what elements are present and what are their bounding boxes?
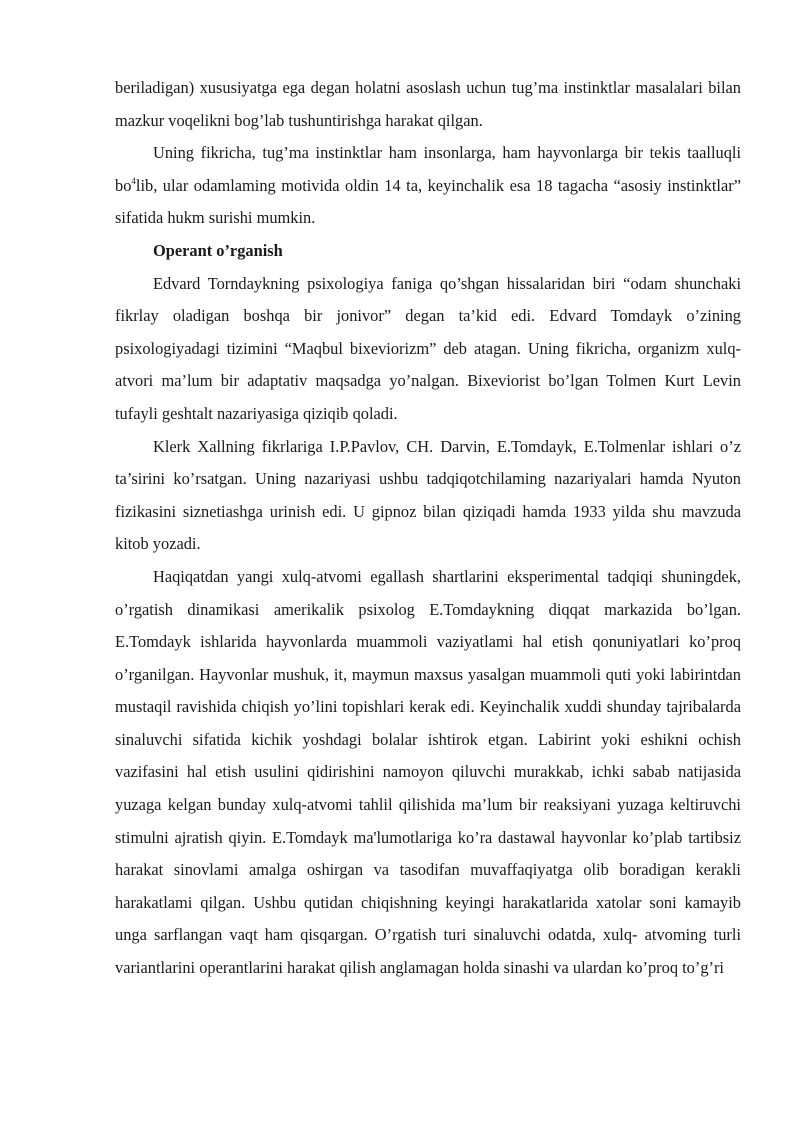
body-text [115, 72, 741, 985]
paragraph-continued: beriladigan) xususiyatga ega degan holatni asoslash uchun tug’ma instinktlar masalalari bilan mazkur voqelikni bog’lab tushuntirishga harakat qilgan. [115, 78, 741, 130]
paragraph-instincts-part1: Uning fikricha, tug’ma instinktlar ham insonlarga, ham hayvonlarga bir tekis taalluqli bo [115, 143, 741, 195]
paragraph-hull: Klerk Xallning fikrlariga I.P.Pavlov, CH. Darvin, E.Tomdayk, E.Tolmenlar ishlari o’z ta’sirini ko’rsatgan. Uning nazariyasi ushbu tadqiqotchilaming nazariyalari hamda Nyuton fizikasini siznetiashga urinish edi. U gipnoz bilan qiziqadi hamda 1933 yilda shu mavzuda kitob yozadi. [115, 436, 741, 554]
paragraph-experiments: Haqiqatdan yangi xulq-atvomi egallash shartlarini eksperimental tadqiqi shuningdek, o’rgatish dinamikasi amerikalik psixolog E.Tomdaykning diqqat markazida bo’lgan. E.Tomdayk ishlarida hayvonlarda muammoli vaziyatlami hal etish qonuniyatlari ko’proq o’rganilgan. Hayvonlar mushuk, it, maymun maxsus yasalgan muammoli quti yoki labirintdan mustaqil ravishida chiqish yo’lini topishlari kerak edi. Keyinchalik xuddi shunday tajribalarda sinaluvchi sifatida kichik yoshdagi bolalar ishtirok etgan. Labirint yoki eshikni ochish vazifasini hal etish usulini qidirishini namoyon qiluvchi murakkab, ichki sabab natijasida yuzaga kelgan bunday xulq-atvomi tahlil qilishida ma’lum bir reaksiyani yuzaga keltiruvchi stimulni ajratish qiyin. E.Tomdayk ma'lumotlariga ko’ra dastawal hayvonlar ko’plab tartibsiz harakat sinovlami amalga oshirgan va tasodifan muvaffaqiyatga olib boradigan kerakli harakatlami qilgan. Ushbu qutidan chiqishning keyingi harakatlarida xatolar soni kamayib unga sarflangan vaqt ham qisqargan. O’rgatish turi sinaluvchi odatda, xulq- atvoming turli variantlarini operantlarini harakat qilish anglamagan holda sinashi va ulardan ko’proq to’g’ri [115, 566, 741, 978]
section-heading: Operant o’rganish [153, 240, 283, 260]
paragraph-instincts [115, 137, 741, 235]
footnote-marker: 4 [131, 175, 136, 186]
paragraph-instincts-part2: lib, ular odamlaming motivida oldin 14 ta, keyinchalik esa 18 tagacha “asosiy instinktlar” sifatida hukm surishi mumkin. [115, 175, 741, 228]
paragraph-thorndike: Edvard Torndaykning psixologiya faniga qo’shgan hissalaridan biri “odam shunchaki fikrlay oladigan boshqa bir jonivor” degan ta’kid edi. Edvard Tomdayk o’zining psixologiyadagi tizimini “Maqbul bixeviorizm” deb atagan. Uning fikricha, organizm xulq-atvori ma’lum bir adaptativ maqsadga yo’nalgan. Bixeviorist bo’lgan Tolmen Kurt Levin tufayli geshtalt nazariyasiga qiziqib qoladi. [115, 273, 741, 423]
